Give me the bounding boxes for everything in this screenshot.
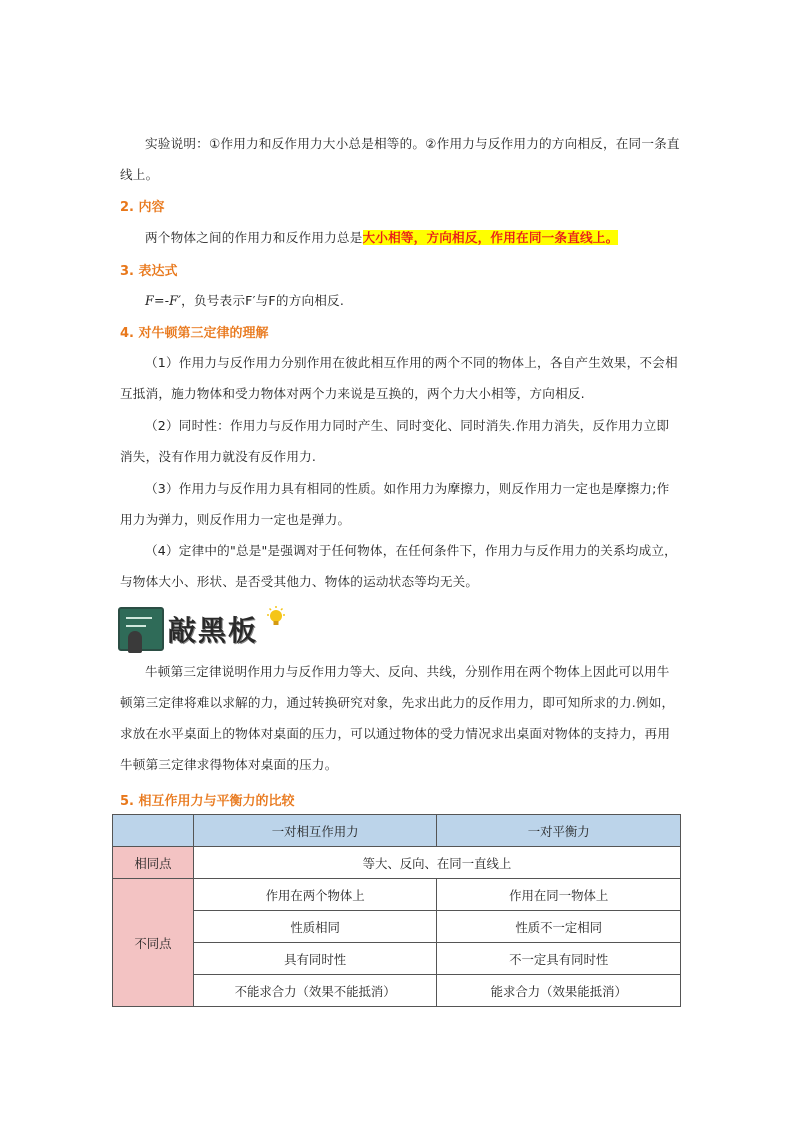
heading-expression: 3. 表达式 xyxy=(120,264,178,279)
understanding-item-4: （4）定律中的"总是"是强调对于任何物体，在任何条件下，作用力与反作用力的关系均成立，与物体大小、形状、是否受其他力、物体的运动状态等均无关。 xyxy=(120,543,677,589)
table-row xyxy=(113,943,681,975)
heading-content: 2. 内容 xyxy=(120,200,165,215)
content-paragraph xyxy=(120,222,680,253)
table-header-empty xyxy=(113,815,194,847)
table-cell: 能求合力（效果能抵消） xyxy=(437,975,681,1007)
table-row xyxy=(113,911,681,943)
formula-paragraph xyxy=(120,285,680,316)
same-label: 相同点 xyxy=(113,847,194,879)
experiment-note: 实验说明：①作用力和反作用力大小总是相等的。②作用力与反作用力的方向相反，在同一条直线上。 xyxy=(120,136,680,182)
diff-label: 不同点 xyxy=(113,879,194,1007)
content-highlight: 大小相等，方向相反，作用在同一条直线上。 xyxy=(362,230,619,245)
heading-understanding: 4. 对牛顿第三定律的理解 xyxy=(120,326,269,341)
blackboard-paragraph: 牛顿第三定律说明作用力与反作用力等大、反向、共线，分别作用在两个物体上因此可以用牛顿第三定律将难以求解的力，通过转换研究对象，先求出此力的反作用力，即可知所求的力.例如，求放在水平桌面上的物体对桌面的压力，可以通过物体的受力情况求出桌面对物体的支持力，再用牛顿第三定律求得物体对桌面的压力。 xyxy=(120,664,675,772)
comparison-table xyxy=(112,814,681,1007)
table-cell: 不能求合力（效果不能抵消） xyxy=(193,975,437,1007)
table-cell: 具有同时性 xyxy=(193,943,437,975)
table-cell: 性质不一定相同 xyxy=(437,911,681,943)
table-cell: 作用在同一物体上 xyxy=(437,879,681,911)
banner-title: 敲黑板 xyxy=(168,614,259,647)
understanding-item-2: （2）同时性：作用力与反作用力同时产生、同时变化、同时消失.作用力消失，反作用力立即消失，没有作用力就没有反作用力. xyxy=(120,418,670,464)
table-cell: 性质相同 xyxy=(193,911,437,943)
blackboard-icon xyxy=(118,607,164,651)
same-value: 等大、反向、在同一直线上 xyxy=(193,847,680,879)
content-prefix: 两个物体之间的作用力和反作用力总是 xyxy=(145,230,363,245)
formula-description: ，负号表示F′与F的方向相反. xyxy=(181,293,345,308)
table-row xyxy=(113,879,681,911)
table-row xyxy=(113,975,681,1007)
formula: F=-F′ xyxy=(145,293,182,308)
lightbulb-icon xyxy=(264,605,288,629)
blackboard-banner xyxy=(118,605,288,655)
understanding-item-3: （3）作用力与反作用力具有相同的性质。如作用力为摩擦力，则反作用力一定也是摩擦力;作用力为弹力，则反作用力一定也是弹力。 xyxy=(120,481,670,527)
table-header-interaction: 一对相互作用力 xyxy=(193,815,437,847)
heading-comparison: 5. 相互作用力与平衡力的比较 xyxy=(120,794,295,809)
table-cell: 不一定具有同时性 xyxy=(437,943,681,975)
table-row xyxy=(113,847,681,879)
table-cell: 作用在两个物体上 xyxy=(193,879,437,911)
table-header-balance: 一对平衡力 xyxy=(437,815,681,847)
understanding-item-1: （1）作用力与反作用力分别作用在彼此相互作用的两个不同的物体上，各自产生效果，不会相互抵消，施力物体和受力物体对两个力来说是互换的，两个力大小相等，方向相反. xyxy=(120,355,678,401)
table-header-row xyxy=(113,815,681,847)
